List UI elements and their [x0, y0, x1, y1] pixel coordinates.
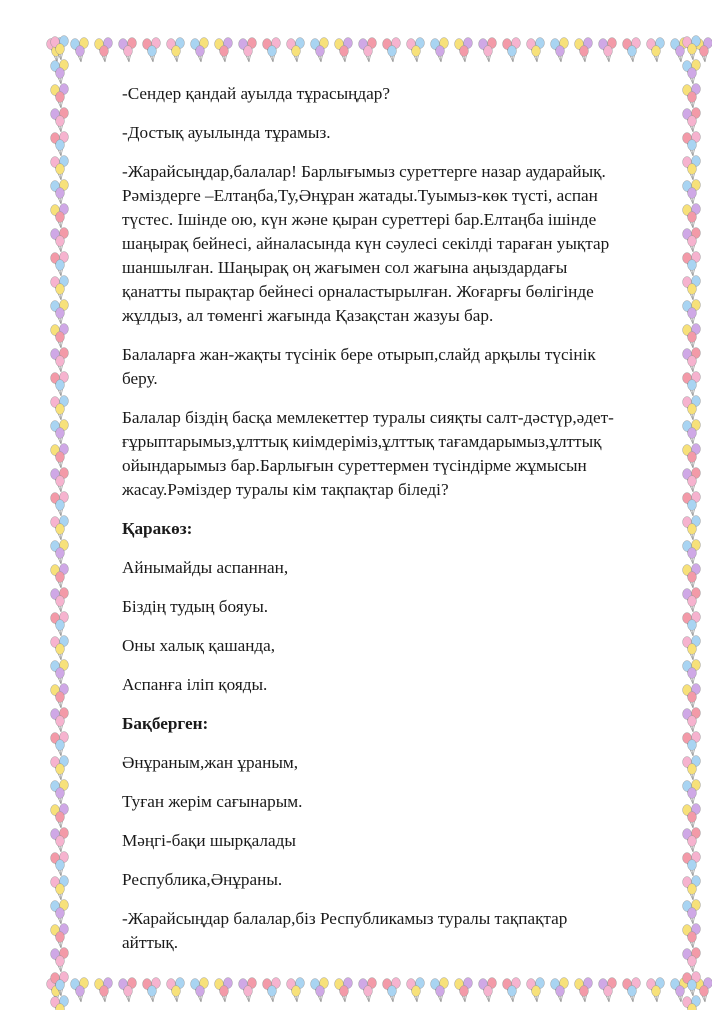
balloon-bunch-icon: [51, 516, 69, 540]
balloon-bunch-icon: [119, 978, 137, 1002]
slide-paragraph: [122, 343, 697, 391]
balloon-bunch-icon: [383, 38, 401, 62]
balloon-bunch-icon: [287, 978, 305, 1002]
poem-line: Айнымайды аспаннан,: [122, 558, 289, 577]
balloon-bunch-icon: [51, 324, 69, 348]
balloon-bunch-icon: [51, 60, 69, 84]
balloon-bunch-icon: [599, 978, 617, 1002]
balloon-bunch-icon: [167, 978, 185, 1002]
balloon-bunch-icon: [51, 540, 69, 564]
balloon-bunch-icon: [479, 38, 497, 62]
balloon-bunch-icon: [575, 38, 593, 62]
balloon-bunch-icon: [51, 396, 69, 420]
balloon-bunch-icon: [51, 276, 69, 300]
balloon-bunch-icon: [51, 972, 69, 996]
balloon-bunch-icon: [51, 108, 69, 132]
balloon-bunch-icon: [51, 804, 69, 828]
balloon-bunch-icon: [191, 38, 209, 62]
paragraph-line: Балалар біздің басқа мемлекеттер туралы сияқты салт-дәстүр,әдет-: [122, 408, 614, 427]
balloon-bunch-icon: [239, 38, 257, 62]
balloon-bunch-icon: [683, 972, 701, 996]
balloon-border-top: [44, 34, 712, 70]
balloon-bunch-icon: [551, 38, 569, 62]
balloon-bunch-icon: [51, 468, 69, 492]
paragraph-line: ойындарымыз бар.Барлығын суреттермен түсіндірме жұмысын: [122, 456, 587, 475]
balloon-bunch-icon: [683, 996, 701, 1010]
poem-line: Мәңгі-бақи шырқалады: [122, 831, 296, 850]
balloon-bunch-icon: [455, 978, 473, 1002]
balloon-bunch-icon: [51, 420, 69, 444]
balloon-bunch-icon: [527, 978, 545, 1002]
balloon-bunch-icon: [95, 38, 113, 62]
balloon-bunch-icon: [51, 660, 69, 684]
balloon-bunch-icon: [311, 978, 329, 1002]
balloon-bunch-icon: [215, 38, 233, 62]
balloon-bunch-icon: [51, 300, 69, 324]
balloon-bunch-icon: [51, 132, 69, 156]
balloon-bunch-icon: [215, 978, 233, 1002]
paragraph-line: -Жарайсыңдар,балалар! Барлығымыз суреттерге назар аударайық.: [122, 162, 606, 181]
balloon-bunch-icon: [51, 204, 69, 228]
poem-line: Біздің тудың бояуы.: [122, 597, 269, 616]
balloon-bunch-icon: [383, 978, 401, 1002]
balloon-bunch-icon: [143, 978, 161, 1002]
answer-line: -Достық ауылында тұрамыз.: [122, 123, 331, 142]
speaker-name: Бақберген:: [122, 714, 209, 733]
balloon-bunch-icon: [51, 900, 69, 924]
balloon-bunch-icon: [51, 588, 69, 612]
balloon-bunch-icon: [407, 38, 425, 62]
balloon-bunch-icon: [51, 156, 69, 180]
balloon-bunch-icon: [311, 38, 329, 62]
paragraph-line: беру.: [122, 369, 158, 388]
balloon-bunch-icon: [51, 84, 69, 108]
balloon-bunch-icon: [431, 38, 449, 62]
balloon-border-left: [44, 34, 80, 1010]
balloon-bunch-icon: [623, 38, 641, 62]
balloon-bunch-icon: [167, 38, 185, 62]
balloon-bunch-icon: [551, 978, 569, 1002]
paragraph-line: жасау.Рәміздер туралы кім тақпақтар біледі?: [122, 480, 449, 499]
paragraph-line: -Жарайсыңдар балалар,біз Республикамыз туралы тақпақтар: [122, 909, 568, 928]
symbols-paragraph: [122, 160, 697, 328]
balloon-bunch-icon: [51, 36, 69, 60]
question-line: -Сендер қандай ауылда тұрасыңдар?: [122, 84, 390, 103]
balloon-bunch-icon: [51, 180, 69, 204]
poem-line: Туған жерім сағынарым.: [122, 792, 303, 811]
balloon-bunch-icon: [263, 978, 281, 1002]
balloon-bunch-icon: [503, 38, 521, 62]
balloon-bunch-icon: [647, 38, 665, 62]
balloon-bunch-icon: [503, 978, 521, 1002]
balloon-bunch-icon: [239, 978, 257, 1002]
traditions-paragraph: [122, 406, 697, 502]
document-body: [122, 82, 697, 955]
balloon-bunch-icon: [95, 978, 113, 1002]
balloon-border-bottom: [44, 974, 712, 1010]
balloon-bunch-icon: [51, 252, 69, 276]
balloon-bunch-icon: [263, 38, 281, 62]
balloon-bunch-icon: [575, 978, 593, 1002]
closing-paragraph: [122, 907, 697, 955]
balloon-bunch-icon: [51, 756, 69, 780]
balloon-bunch-icon: [683, 36, 701, 60]
balloon-bunch-icon: [407, 978, 425, 1002]
balloon-bunch-icon: [479, 978, 497, 1002]
balloon-bunch-icon: [527, 38, 545, 62]
paragraph-line: шаңырақ бейнесі, айналасында күн сәулесі секілді тараған уықтар: [122, 234, 610, 253]
balloon-bunch-icon: [119, 38, 137, 62]
balloon-bunch-icon: [51, 852, 69, 876]
paragraph-line: шаншылған. Шаңырақ оң жағымен сол жағына аңыздардағы: [122, 258, 568, 277]
balloon-bunch-icon: [647, 978, 665, 1002]
balloon-bunch-icon: [51, 708, 69, 732]
poem-line: Оны халық қашанда,: [122, 636, 276, 655]
balloon-bunch-icon: [623, 978, 641, 1002]
balloon-bunch-icon: [431, 978, 449, 1002]
balloon-bunch-icon: [335, 38, 353, 62]
balloon-bunch-icon: [51, 732, 69, 756]
poem-line: Әнұраным,жан ұраным,: [122, 753, 299, 772]
balloon-bunch-icon: [51, 996, 69, 1010]
balloon-bunch-icon: [51, 492, 69, 516]
speaker-name: Қаракөз:: [122, 519, 193, 538]
paragraph-line: түстес. Ішінде ою, күн және қыран суреттері бар.Елтаңба ішінде: [122, 210, 597, 229]
balloon-bunch-icon: [143, 38, 161, 62]
balloon-bunch-icon: [51, 684, 69, 708]
balloon-bunch-icon: [683, 60, 701, 84]
paragraph-line: Балаларға жан-жақты түсінік бере отырып,слайд арқылы түсінік: [122, 345, 596, 364]
balloon-bunch-icon: [51, 948, 69, 972]
balloon-bunch-icon: [599, 38, 617, 62]
balloon-bunch-icon: [51, 564, 69, 588]
paragraph-line: Рәміздерге –Елтаңба,Ту,Әнұран жатады.Туымыз-көк түсті, аспан: [122, 186, 598, 205]
paragraph-line: қанатты пырақтар бейнесі орналастырылған. Жоғарғы бөлігінде: [122, 282, 594, 301]
paragraph-line: жұлдыз, ал төменгі жағында Қазақстан жазуы бар.: [122, 306, 494, 325]
poem-line: Аспанға іліп қояды.: [122, 675, 268, 694]
balloon-bunch-icon: [455, 38, 473, 62]
balloon-bunch-icon: [359, 38, 377, 62]
paragraph-line: ғұрыптарымыз,ұлттық киімдеріміз,ұлттық тағамдарымыз,ұлттық: [122, 432, 602, 451]
balloon-bunch-icon: [287, 38, 305, 62]
balloon-bunch-icon: [51, 612, 69, 636]
balloon-bunch-icon: [51, 372, 69, 396]
paragraph-line: айттық.: [122, 933, 179, 952]
balloon-bunch-icon: [51, 228, 69, 252]
balloon-bunch-icon: [359, 978, 377, 1002]
balloon-bunch-icon: [51, 924, 69, 948]
balloon-bunch-icon: [51, 636, 69, 660]
balloon-bunch-icon: [51, 348, 69, 372]
balloon-bunch-icon: [335, 978, 353, 1002]
balloon-bunch-icon: [51, 444, 69, 468]
balloon-bunch-icon: [51, 780, 69, 804]
poem-line: Республика,Әнұраны.: [122, 870, 283, 889]
balloon-bunch-icon: [51, 876, 69, 900]
balloon-bunch-icon: [191, 978, 209, 1002]
balloon-bunch-icon: [51, 828, 69, 852]
